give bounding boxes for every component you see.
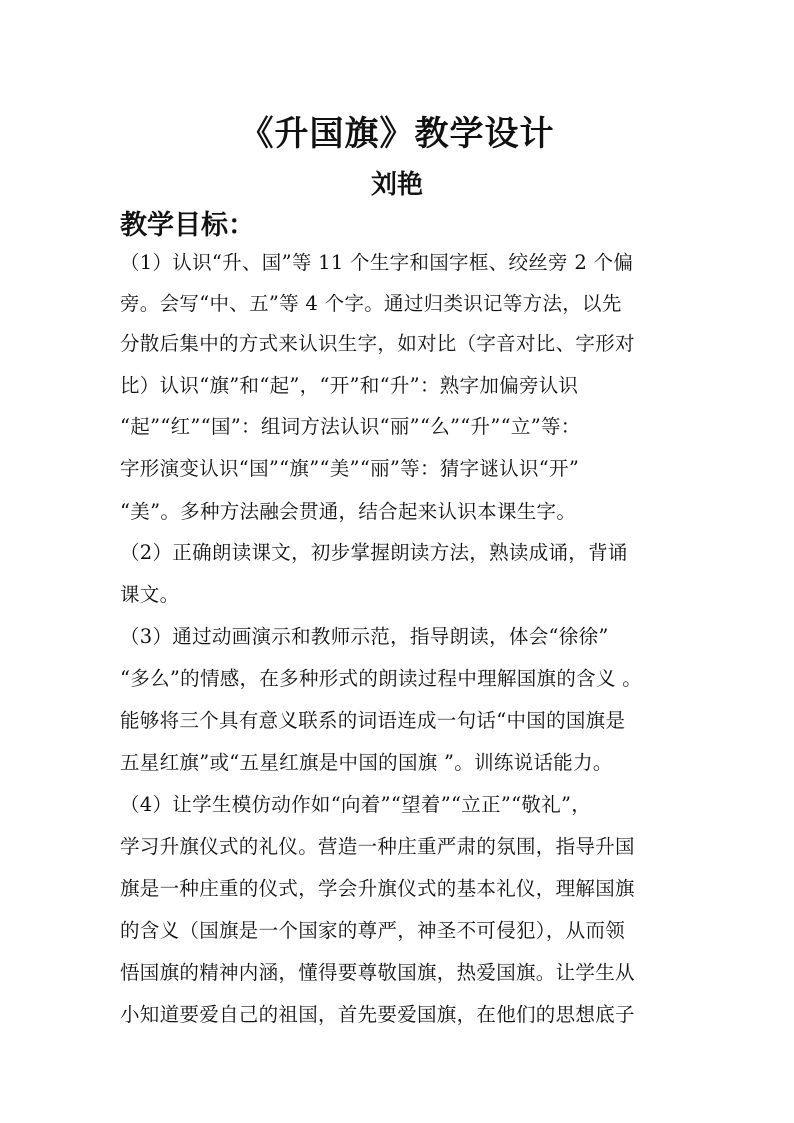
body-line: 旗是一种庄重的仪式，学会升旗仪式的基本礼仪，理解国旗	[120, 877, 635, 900]
section-heading: 教学目标：	[120, 210, 255, 241]
body-line: （1）认识“升、国”等 11 个生字和国字框、绞丝旁 2 个偏	[120, 251, 634, 274]
body-line: 小知道要爱自己的祖国，首先要爱国旗，在他们的思想底子	[120, 1003, 635, 1026]
body-line: （2）正确朗读课文，初步掌握朗读方法，熟读成诵，背诵	[120, 541, 628, 564]
body-line: 的含义（国旗是一个国家的尊严，神圣不可侵犯），从而领	[120, 919, 626, 942]
body-line: 旁。会写“中、五”等 4 个字。通过归类识记等方法，以先	[120, 292, 622, 315]
body-line: 分散后集中的方式来认识生字，如对比（字音对比、字形对	[120, 332, 635, 355]
body-line: “起”“红”“国”：组词方法认识“丽”“么”“升”“立”等：	[120, 415, 581, 438]
body-line: 课文。	[120, 583, 180, 606]
body-line: 学习升旗仪式的礼仪。营造一种庄重严肃的氛围，指导升国	[120, 835, 635, 858]
body-line: （4）让学生模仿动作如“向着”“望着”“立正”“敬礼”，	[120, 793, 592, 816]
body-line: 字形演变认识“国”“旗”“美”“丽”等：猜字谜认识“开”	[120, 457, 580, 480]
body-line: “美”。多种方法融会贯通，结合起来认识本课生字。	[120, 500, 577, 523]
body-line: 五星红旗”或“五星红旗是中国的国旗 ”。训练说话能力。	[120, 751, 613, 774]
body-line: 比）认识“旗”和“起”，“开”和“升”：熟字加偏旁认识	[120, 374, 579, 397]
document-title: 《升国旗》教学设计	[239, 114, 555, 154]
body-line: 悟国旗的精神内涵，懂得要尊敬国旗，热爱国旗。让学生从	[120, 961, 635, 984]
body-line: “多么”的情感，在多种形式的朗读过程中理解国旗的含义 。	[120, 667, 643, 690]
body-line: （3）通过动画演示和教师示范，指导朗读，体会“徐徐”	[120, 625, 609, 648]
body-line: 能够将三个具有意义联系的词语连成一句话“中国的国旗是	[120, 709, 626, 732]
author-name: 刘艳	[370, 170, 423, 200]
